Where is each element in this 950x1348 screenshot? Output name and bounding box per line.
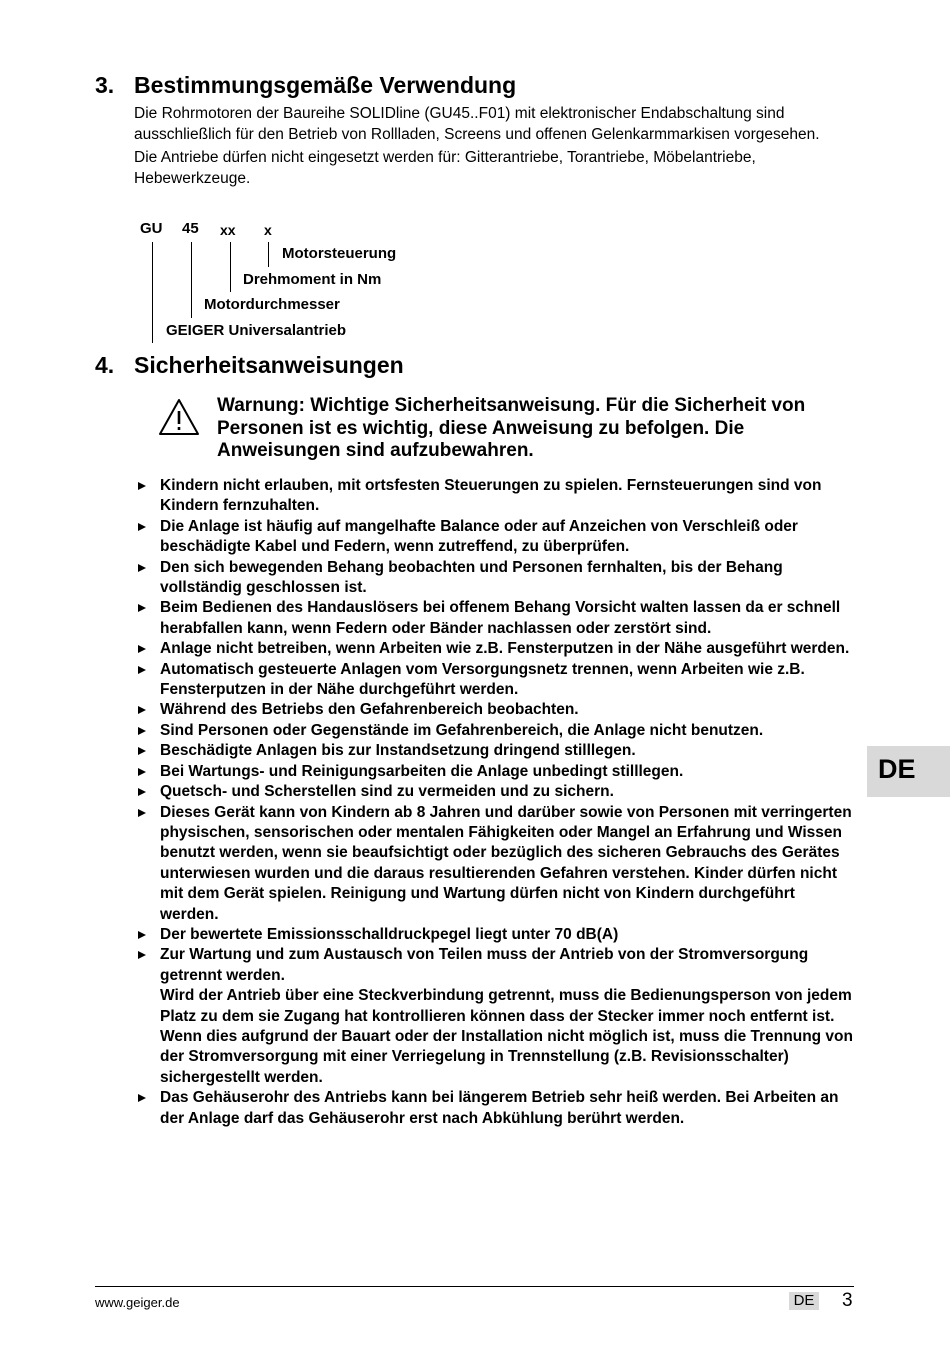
list-item: Beim Bedienen des Handauslösers bei offenem Behang Vorsicht walten lassen da er schnell herabfallen kann, wenn Federn oder Bänder nachlassen oder zerstört sind.: [135, 598, 855, 639]
list-item: Bei Wartungs- und Reinigungsarbeiten die Anlage unbedingt stilllegen.: [135, 762, 855, 782]
bullet-arrow-icon: [138, 727, 146, 735]
warning-triangle-icon: [158, 397, 200, 437]
bullet-arrow-icon: [138, 604, 146, 612]
label-motordurchmesser: Motordurchmesser: [204, 296, 340, 313]
list-item: Automatisch gesteuerte Anlagen vom Versorgungsnetz trennen, wenn Arbeiten wie z.B. Fensterputzen in der Nähe durchgeführt werden.: [135, 660, 855, 701]
code-part-45: 45: [182, 220, 199, 237]
code-part-xx: xx: [220, 222, 236, 238]
connector-line: [152, 242, 153, 343]
bullet-arrow-icon: [138, 645, 146, 653]
list-item: Den sich bewegenden Behang beobachten und Personen fernhalten, bis der Behang vollständig geschlossen ist.: [135, 558, 855, 599]
list-item: Die Anlage ist häufig auf mangelhafte Balance oder auf Anzeichen von Verschleiß oder beschädigte Kabel und Federn, wenn zutreffend, zu überprüfen.: [135, 517, 855, 558]
section-number: 4.: [95, 352, 115, 378]
section-4-heading: [95, 352, 795, 382]
connector-line: [268, 242, 269, 267]
page-number: 3: [842, 1290, 853, 1311]
code-part-x: x: [264, 222, 272, 238]
connector-line: [191, 242, 192, 318]
label-drehmoment: Drehmoment in Nm: [243, 271, 382, 288]
bullet-arrow-icon: [138, 523, 146, 531]
list-item-continuation: Wenn dies aufgrund der Bauart oder der Installation nicht möglich ist, muss die Trennung von der Stromversorgung mit einer Verriegelung in Trennstellung (z.B. Revisionsschalter) sichergestellt werden.: [160, 1027, 853, 1086]
language-tab-label: DE: [878, 754, 916, 784]
bullet-arrow-icon: [138, 1094, 146, 1102]
list-item: Dieses Gerät kann von Kindern ab 8 Jahren und darüber sowie von Personen mit verringerten physischen, sensorischen oder mentalen Fähigkeiten oder Mangel an Erfahrung und Wissen benutzt werden, wenn sie beaufsichtigt oder bezüglich des sicheren Gebrauchs des Gerätes unterwiesen wurden und die daraus resultierenden Gefahren verstehen. Kinder dürfen nicht mit dem Gerät spielen. Reinigung und Wartung dürfen nicht von Kindern durchgeführt werden.: [135, 803, 855, 925]
list-item: Der bewertete Emissionsschalldruckpegel liegt unter 70 dB(A): [135, 925, 855, 945]
bullet-arrow-icon: [138, 768, 146, 776]
language-tab: [867, 746, 950, 797]
section-3-heading: [95, 72, 795, 102]
safety-instructions-list: [135, 476, 855, 1129]
bullet-arrow-icon: [138, 809, 146, 817]
paragraph-intended-use: Die Rohrmotoren der Baureihe SOLIDline (GU45..F01) mit elektronischer Endabschaltung sind ausschließlich für den Betrieb von Rollladen, Screens und offenen Gelenkarmmarkisen vorgesehen.: [134, 105, 820, 143]
paragraph-not-for: Die Antriebe dürfen nicht eingesetzt werden für: Gitterantriebe, Torantriebe, Möbelantriebe, Hebewerkzeuge.: [134, 149, 756, 187]
label-universalantrieb: GEIGER Universalantrieb: [166, 322, 347, 339]
bullet-arrow-icon: [138, 706, 146, 714]
footer-url: www.geiger.de: [95, 1295, 180, 1310]
list-item: Sind Personen oder Gegenstände im Gefahrenbereich, die Anlage nicht benutzen.: [135, 721, 855, 741]
list-item: Anlage nicht betreiben, wenn Arbeiten wie z.B. Fensterputzen in der Nähe ausgeführt werden.: [135, 639, 855, 659]
list-item: Quetsch- und Scherstellen sind zu vermeiden und zu sichern.: [135, 782, 855, 802]
section-title: Sicherheitsanweisungen: [134, 352, 404, 378]
warning-text: Warnung: Wichtige Sicherheitsanweisung. Für die Sicherheit von Personen ist es wichtig, diese Anweisung zu befolgen. Die Anweisungen sind aufzubewahren.: [217, 395, 806, 461]
list-item: Zur Wartung und zum Austausch von Teilen muss der Antrieb von der Stromversorgung getrennt werden. Wird der Antrieb über eine Steckverbindung getrennt, muss die Bedienungsperson von jedem Platz zu dem sie Zugang hat kontrollieren können dass der Stecker immer noch entfernt ist. Wenn dies aufgrund der Bauart oder der Installation nicht möglich ist, muss die Trennung von der Stromversorgung mit einer Verriegelung in Trennstellung (z.B. Revisionsschalter) sichergestellt werden.: [135, 945, 855, 1088]
bullet-arrow-icon: [138, 666, 146, 674]
section-3-body: [134, 104, 834, 189]
label-motorsteuerung: Motorsteuerung: [282, 245, 397, 262]
bullet-arrow-icon: [138, 564, 146, 572]
bullet-arrow-icon: [138, 482, 146, 490]
list-item: Das Gehäuserohr des Antriebs kann bei längerem Betrieb sehr heiß werden. Bei Arbeiten an der Anlage darf das Gehäuserohr erst nach Abkühlung berührt werden.: [135, 1088, 855, 1129]
bullet-arrow-icon: [138, 931, 146, 939]
code-part-gu: GU: [140, 220, 163, 237]
connector-line: [230, 242, 231, 292]
list-item: Kindern nicht erlauben, mit ortsfesten Steuerungen zu spielen. Fernsteuerungen sind von Kindern fernzuhalten.: [135, 476, 855, 517]
list-item-continuation: Wird der Antrieb über eine Steckverbindung getrennt, muss die Bedienungsperson von jedem Platz zu dem sie Zugang hat kontrollieren können dass der Stecker immer noch entfernt ist.: [160, 987, 852, 1025]
bullet-arrow-icon: [138, 951, 146, 959]
list-item: Während des Betriebs den Gefahrenbereich beobachten.: [135, 700, 855, 720]
list-item: Beschädigte Anlagen bis zur Instandsetzung dringend stilllegen.: [135, 741, 855, 761]
section-number: 3.: [95, 72, 115, 98]
bullet-arrow-icon: [138, 788, 146, 796]
footer-language-badge: DE: [789, 1292, 819, 1310]
footer-rule: [95, 1286, 854, 1287]
bullet-arrow-icon: [138, 747, 146, 755]
model-code-diagram: [134, 218, 454, 348]
section-title: Bestimmungsgemäße Verwendung: [134, 72, 517, 98]
